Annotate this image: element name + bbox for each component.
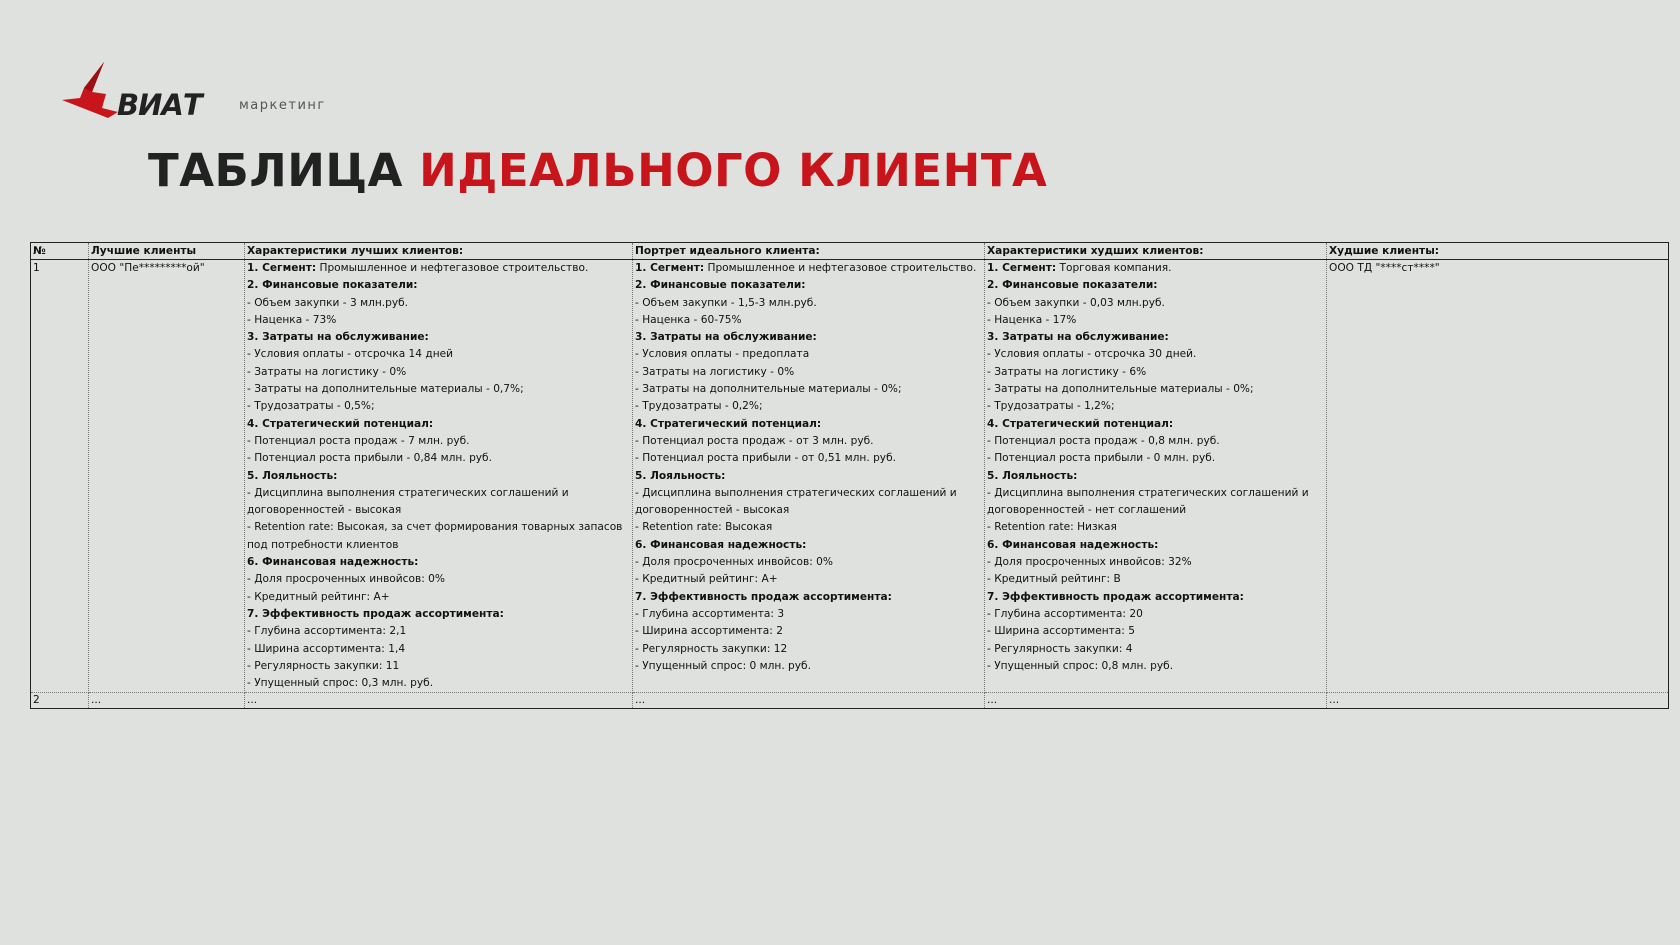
characteristic-line: - Объем закупки - 1,5-3 млн.руб. <box>635 296 817 309</box>
characteristic-label: 1. Сегмент: <box>247 262 317 274</box>
header-num: № <box>31 243 89 260</box>
characteristic-line: 1. Сегмент: Промышленное и нефтегазовое строительство. <box>247 262 589 274</box>
logo <box>62 62 362 128</box>
section-heading: 5. Лояльность: <box>635 469 726 482</box>
row-number: 2 <box>31 693 89 709</box>
section-heading: 7. Эффективность продаж ассортимента: <box>987 590 1244 603</box>
characteristic-line: - Упущенный спрос: 0,3 млн. руб. <box>247 677 434 690</box>
row-number: 1 <box>31 260 89 693</box>
worst-characteristics-cell: ... <box>985 693 1327 709</box>
characteristic-line: - Затраты на дополнительные материалы - 0%; <box>635 383 902 396</box>
best-characteristics-cell: ... <box>245 693 633 709</box>
characteristic-line: - Глубина ассортимента: 3 <box>635 607 785 620</box>
characteristic-label: 1. Сегмент: <box>635 262 705 274</box>
characteristic-line: - Потенциал роста прибыли - от 0,51 млн. руб. <box>635 452 896 465</box>
characteristic-label: 1. Сегмент: <box>987 262 1057 274</box>
header-worst-characteristics: Характеристики худших клиентов: <box>985 243 1327 260</box>
section-heading: 5. Лояльность: <box>247 469 338 482</box>
section-heading: 4. Стратегический потенциал: <box>987 417 1174 430</box>
section-heading: 4. Стратегический потенциал: <box>635 417 822 430</box>
characteristic-line: - Затраты на логистику - 6% <box>987 365 1147 378</box>
ideal-portrait-cell: ... <box>633 693 985 709</box>
section-heading: 3. Затраты на обслуживание: <box>247 331 429 344</box>
characteristic-line: - Регулярность закупки: 11 <box>247 659 400 672</box>
section-heading: 2. Финансовые показатели: <box>987 279 1158 292</box>
characteristic-line: - Условия оплаты - отсрочка 30 дней. <box>987 348 1197 361</box>
characteristic-line: 1. Сегмент: Промышленное и нефтегазовое строительство. <box>635 262 977 274</box>
characteristic-line: - Условия оплаты - предоплата <box>635 348 810 361</box>
worst-characteristics-cell <box>985 260 1327 693</box>
characteristic-line: - Потенциал роста продаж - 0,8 млн. руб. <box>987 434 1220 447</box>
header-worst-clients: Худшие клиенты: <box>1327 243 1669 260</box>
section-heading: 5. Лояльность: <box>987 469 1078 482</box>
best-client-name: ... <box>89 693 245 709</box>
characteristic-line: - Кредитный рейтинг: A+ <box>247 590 390 603</box>
characteristic-line: - Потенциал роста прибыли - 0,84 млн. руб. <box>247 452 492 465</box>
section-heading: 2. Финансовые показатели: <box>635 279 806 292</box>
characteristic-line: - Retention rate: Низкая <box>987 521 1117 534</box>
characteristic-line: - Потенциал роста прибыли - 0 млн. руб. <box>987 452 1216 465</box>
characteristic-line: - Упущенный спрос: 0 млн. руб. <box>635 659 811 672</box>
characteristic-line: - Наценка - 73% <box>247 313 337 326</box>
characteristic-line: - Наценка - 17% <box>987 313 1077 326</box>
header-ideal-portrait: Портрет идеального клиента: <box>633 243 985 260</box>
section-heading: 7. Эффективность продаж ассортимента: <box>247 607 504 620</box>
logo-brand: ВИАТ <box>117 88 202 122</box>
characteristic-line: - Ширина ассортимента: 5 <box>987 625 1135 638</box>
characteristic-line: - Глубина ассортимента: 2,1 <box>247 625 407 638</box>
characteristic-line: - Потенциал роста продаж - 7 млн. руб. <box>247 434 470 447</box>
characteristic-line: - Затраты на логистику - 0% <box>635 365 795 378</box>
characteristic-line: - Кредитный рейтинг: A+ <box>635 573 778 586</box>
characteristic-line: - Регулярность закупки: 4 <box>987 642 1133 655</box>
best-client-name: ООО "Пе*********ой" <box>89 260 245 693</box>
characteristic-line: - Объем закупки - 3 млн.руб. <box>247 296 409 309</box>
characteristic-line: - Retention rate: Высокая <box>635 521 773 534</box>
characteristic-line: - Потенциал роста продаж - от 3 млн. руб. <box>635 434 874 447</box>
characteristic-line: - Ширина ассортимента: 1,4 <box>247 642 406 655</box>
table-row <box>31 260 1669 693</box>
characteristic-line: - Дисциплина выполнения стратегических соглашений и договоренностей - нет соглашений <box>987 486 1309 517</box>
characteristic-line: - Дисциплина выполнения стратегических соглашений и договоренностей - высокая <box>247 486 569 517</box>
characteristic-line: - Наценка - 60-75% <box>635 313 742 326</box>
section-heading: 2. Финансовые показатели: <box>247 279 418 292</box>
lightning-logo-icon <box>62 62 118 128</box>
characteristic-line: - Кредитный рейтинг: B <box>987 573 1121 586</box>
ideal-client-table <box>30 242 1669 709</box>
characteristic-line: - Трудозатраты - 1,2%; <box>987 400 1115 413</box>
characteristic-line: - Упущенный спрос: 0,8 млн. руб. <box>987 659 1174 672</box>
characteristic-line: - Доля просроченных инвойсов: 0% <box>635 556 833 569</box>
section-heading: 4. Стратегический потенциал: <box>247 417 434 430</box>
characteristic-line: - Объем закупки - 0,03 млн.руб. <box>987 296 1165 309</box>
table-header-row <box>31 243 1669 260</box>
characteristic-line: - Затраты на дополнительные материалы - 0,7%; <box>247 383 524 396</box>
characteristic-line: 1. Сегмент: Торговая компания. <box>987 262 1172 274</box>
characteristic-line: - Затраты на дополнительные материалы - 0%; <box>987 383 1254 396</box>
characteristic-line: - Затраты на логистику - 0% <box>247 365 407 378</box>
ideal-portrait-cell <box>633 260 985 693</box>
title-part-red: ИДЕАЛЬНОГО КЛИЕНТА <box>419 144 1048 197</box>
characteristic-line: - Доля просроченных инвойсов: 0% <box>247 573 445 586</box>
section-heading: 6. Финансовая надежность: <box>635 538 807 551</box>
characteristic-line: - Дисциплина выполнения стратегических соглашений и договоренностей - высокая <box>635 486 957 517</box>
worst-client-name: ... <box>1327 693 1669 709</box>
logo-subtitle: маркетинг <box>239 98 326 113</box>
section-heading: 6. Финансовая надежность: <box>247 556 419 569</box>
title-part-dark: ТАБЛИЦА <box>148 144 420 197</box>
characteristic-line: - Retention rate: Высокая, за счет формирования товарных запасов под потребности клиентов <box>247 521 623 551</box>
section-heading: 3. Затраты на обслуживание: <box>635 331 817 344</box>
characteristic-line: - Глубина ассортимента: 20 <box>987 607 1143 620</box>
worst-client-name: ООО ТД "****ст****" <box>1327 260 1669 693</box>
header-best-characteristics: Характеристики лучших клиентов: <box>245 243 633 260</box>
page-title <box>148 144 1047 197</box>
best-characteristics-cell <box>245 260 633 693</box>
table-row <box>31 693 1669 709</box>
section-heading: 3. Затраты на обслуживание: <box>987 331 1169 344</box>
characteristic-line: - Трудозатраты - 0,5%; <box>247 400 375 413</box>
characteristic-line: - Регулярность закупки: 12 <box>635 642 788 655</box>
header-best-clients: Лучшие клиенты <box>89 243 245 260</box>
characteristic-line: - Трудозатраты - 0,2%; <box>635 400 763 413</box>
section-heading: 7. Эффективность продаж ассортимента: <box>635 590 892 603</box>
characteristic-line: - Доля просроченных инвойсов: 32% <box>987 556 1192 569</box>
characteristic-line: - Условия оплаты - отсрочка 14 дней <box>247 348 454 361</box>
section-heading: 6. Финансовая надежность: <box>987 538 1159 551</box>
characteristic-line: - Ширина ассортимента: 2 <box>635 625 783 638</box>
